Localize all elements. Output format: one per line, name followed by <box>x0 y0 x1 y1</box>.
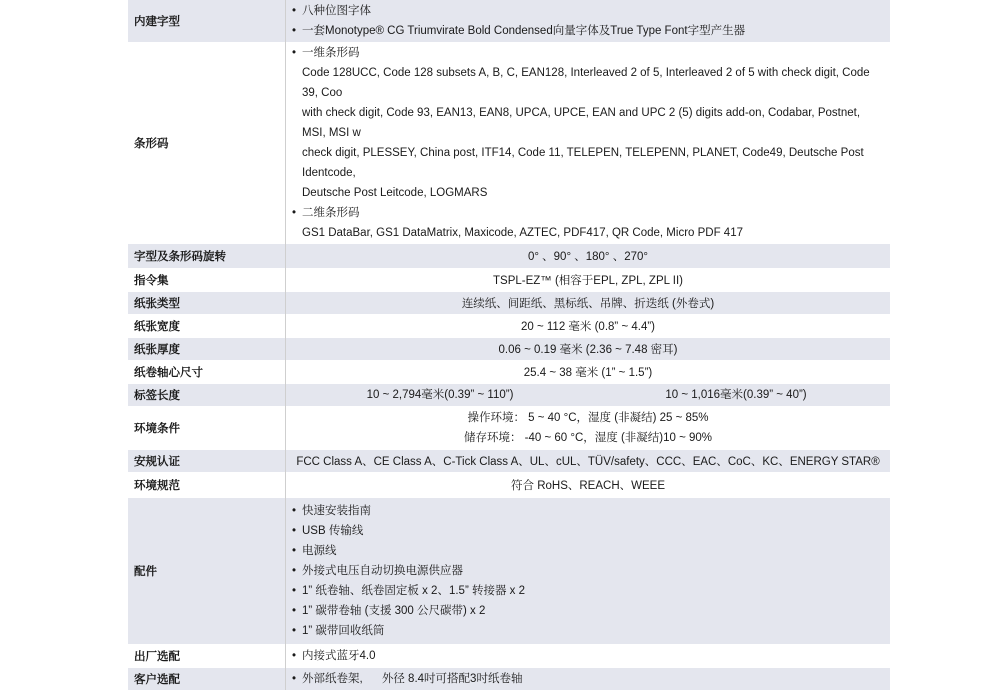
barcode-1d-line: with check digit, Code 93, EAN13, EAN8, UPCA, UPCE, EAN and UPC 2 (5) digits add-on, Codabar, Postnet, MSI, MSI w <box>292 103 884 143</box>
row-core-size <box>128 361 890 384</box>
row-label: 环境条件 <box>128 407 286 450</box>
row-value <box>286 498 891 645</box>
label-length-left: 10 ~ 2,794毫米(0.39” ~ 110”) <box>292 385 588 405</box>
row-value <box>286 645 891 668</box>
row-value: 0.06 ~ 0.19 毫米 (2.36 ~ 7.48 密耳) <box>286 338 891 361</box>
row-value: 连续纸、间距纸、黑标纸、吊牌、折迭纸 (外卷式) <box>286 292 891 315</box>
row-value <box>286 407 891 450</box>
spec-table <box>128 0 890 690</box>
row-label: 纸张类型 <box>128 292 286 315</box>
row-paper-thickness <box>128 338 890 361</box>
row-label: 安规认证 <box>128 450 286 473</box>
list-item: • 八种位图字体 <box>292 1 884 21</box>
row-paper-width <box>128 315 890 338</box>
barcode-1d-line: check digit, PLESSEY, China post, ITF14, Code 11, TELEPEN, TELEPENN, PLANET, Code49, Deutsche Post Identcode, <box>292 143 884 183</box>
row-rotation <box>128 244 890 269</box>
row-label: 环境规范 <box>128 473 286 498</box>
row-value: 符合 RoHS、REACH、WEEE <box>286 473 891 498</box>
row-label: 纸卷轴心尺寸 <box>128 361 286 384</box>
row-label: 出厂选配 <box>128 645 286 668</box>
row-value <box>286 43 891 244</box>
row-label-length <box>128 384 890 407</box>
row-label: 字型及条形码旋转 <box>128 244 286 269</box>
row-label: 指令集 <box>128 269 286 292</box>
row-barcode <box>128 43 890 244</box>
row-value <box>286 0 891 43</box>
row-label: 内建字型 <box>128 0 286 43</box>
barcode-2d-title: • 二维条形码 <box>292 203 884 223</box>
row-customer-option <box>128 668 890 690</box>
barcode-2d-line: GS1 DataBar, GS1 DataMatrix, Maxicode, AZTEC, PDF417, QR Code, Micro PDF 417 <box>292 223 884 243</box>
row-fonts <box>128 0 890 43</box>
row-paper-type <box>128 292 890 315</box>
barcode-1d-line: Code 128UCC, Code 128 subsets A, B, C, EAN128, Interleaved 2 of 5, Interleaved 2 of 5 with check digit, Code 39, Coo <box>292 63 884 103</box>
row-value: 25.4 ~ 38 毫米 (1” ~ 1.5”) <box>286 361 891 384</box>
row-environment <box>128 407 890 450</box>
row-label: 配件 <box>128 498 286 645</box>
row-label: 纸张宽度 <box>128 315 286 338</box>
row-factory-option <box>128 645 890 668</box>
row-value: TSPL-EZ™ (相容于EPL, ZPL, ZPL II) <box>286 269 891 292</box>
row-label: 客户选配 <box>128 668 286 690</box>
row-value <box>286 668 891 690</box>
barcode-1d-line: Deutsche Post Leitcode, LOGMARS <box>292 183 884 203</box>
list-item: • 一套Monotype® CG Triumvirate Bold Condensed向量字体及True Type Font字型产生器 <box>292 21 884 41</box>
row-label: 标签长度 <box>128 384 286 407</box>
label-length-right: 10 ~ 1,016毫米(0.39” ~ 40”) <box>588 385 884 405</box>
row-label: 条形码 <box>128 43 286 244</box>
list-item: • 1” 碳带卷轴 (支援 300 公尺碳带) x 2 <box>292 601 884 621</box>
list-item: • 电源线 <box>292 541 884 561</box>
row-command <box>128 269 890 292</box>
list-item: • 1” 纸卷轴、纸卷固定板 x 2、1.5” 转接器 x 2 <box>292 581 884 601</box>
row-value: 20 ~ 112 毫米 (0.8” ~ 4.4”) <box>286 315 891 338</box>
row-value: 0° 、90° 、180° 、270° <box>286 244 891 269</box>
list-item: • 1” 碳带回收纸筒 <box>292 621 884 641</box>
list-item: • 外部纸卷架, 外径 8.4吋可搭配3吋纸卷轴 <box>292 669 884 689</box>
list-item: • 快速安装指南 <box>292 501 884 521</box>
row-value <box>286 384 891 407</box>
list-item: • 外接式电压自动切换电源供应器 <box>292 561 884 581</box>
row-env-spec <box>128 473 890 498</box>
row-value: FCC Class A、CE Class A、C-Tick Class A、UL、cUL、TÜV/safety、CCC、EAC、CoC、KC、ENERGY STAR® <box>286 450 891 473</box>
env-storage: 储存环境： -40 ~ 60 °C，湿度 (非凝结)10 ~ 90% <box>292 428 884 448</box>
row-accessories <box>128 498 890 645</box>
row-safety <box>128 450 890 473</box>
env-operating: 操作环境： 5 ~ 40 °C，湿度 (非凝结) 25 ~ 85% <box>292 408 884 428</box>
list-item: • 内接式蓝牙4.0 <box>292 646 884 666</box>
barcode-1d-title: • 一维条形码 <box>292 43 884 63</box>
row-label: 纸张厚度 <box>128 338 286 361</box>
list-item: • USB 传输线 <box>292 521 884 541</box>
